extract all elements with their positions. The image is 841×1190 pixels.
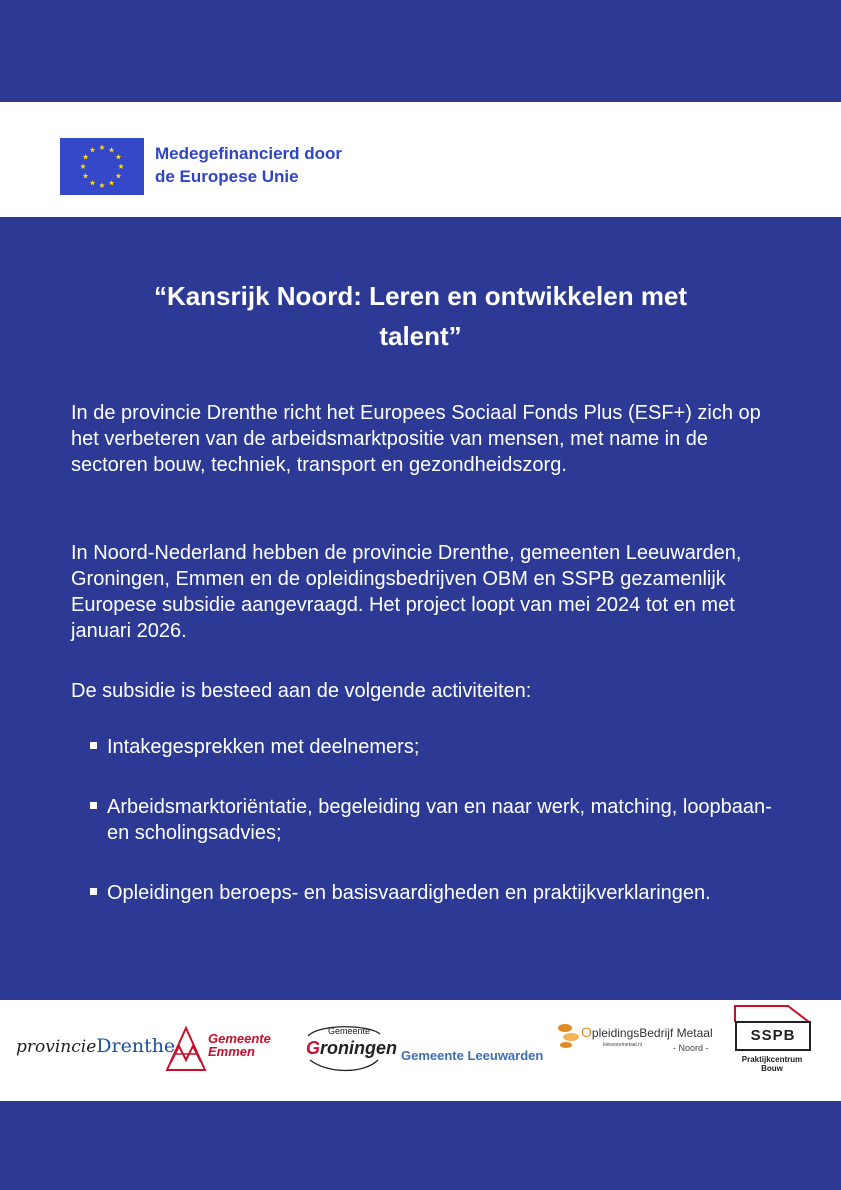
eu-flag-icon (60, 138, 144, 195)
bullet-square-icon (90, 742, 97, 749)
paragraph-activities-intro: De subsidie is besteed aan de volgende activiteiten: (71, 680, 532, 702)
eu-star-icon (99, 145, 105, 150)
obm-sub: kiesvoormetaal.nl (603, 1042, 642, 1048)
obm-o: O (581, 1024, 592, 1040)
emmen-line1: Gemeente (208, 1031, 271, 1046)
bullet-square-icon (90, 888, 97, 895)
list-item (88, 794, 778, 846)
list-item-text: Opleidingen beroeps- en basisvaardigheden en praktijkverklaringen. (107, 882, 711, 904)
logo-opleidingsbedrijf-metaal (557, 1020, 717, 1060)
drenthe-name: Drenthe (96, 1035, 176, 1057)
eu-star-icon (109, 147, 115, 152)
top-band (0, 0, 841, 102)
eu-star-icon (116, 173, 122, 178)
eu-star-icon (109, 180, 115, 185)
logo-sspb (730, 1003, 814, 1078)
list-item (88, 880, 778, 906)
eu-star-icon (80, 164, 86, 169)
logo-gemeente-emmen (165, 1026, 285, 1074)
sspb-subtitle (730, 1055, 814, 1073)
sspb-line2: Bouw (761, 1064, 783, 1073)
eu-star-icon (90, 147, 96, 152)
emmen-text (208, 1032, 271, 1058)
eu-text-line2: de Europese Unie (155, 167, 299, 186)
obm-swirl-icon (557, 1020, 581, 1050)
sspb-name: SSPB (750, 1027, 796, 1044)
paragraph-partners: In Noord-Nederland hebben de provincie Drenthe, gemeenten Leeuwarden, Groningen, Emmen en de opleidingsbedrijven OBM en SSPB gezamenlijk Europese subsidie aangevraagd. Het project loopt van mei 2024 tot en met januari 2026. (71, 542, 742, 642)
bullet-square-icon (90, 802, 97, 809)
eu-star-icon (90, 180, 96, 185)
bottom-band (0, 1101, 841, 1190)
list-item-text: Intakegesprekken met deelnemers; (107, 736, 420, 758)
sspb-roof-icon (730, 1003, 814, 1023)
title-line1: “Kansrijk Noord: Leren en ontwikkelen met (153, 281, 688, 311)
groningen-big (306, 1038, 397, 1059)
obm-name (581, 1024, 713, 1040)
emmen-emblem-icon (165, 1026, 207, 1072)
logo-provincie-drenthe (16, 1035, 175, 1057)
list-item (88, 734, 778, 760)
eu-cofunding-text (155, 142, 342, 188)
logo-gemeente-groningen (298, 1022, 398, 1074)
paragraph-intro: In de provincie Drenthe richt het Europees Sociaal Fonds Plus (ESF+) zich op het verbeteren van de arbeidsmarktpositie van mensen, met name in de sectoren bouw, techniek, transport en gezondheidszorg. (71, 402, 761, 476)
eu-star-icon (83, 154, 89, 159)
groningen-g: G (306, 1038, 321, 1058)
sspb-line1: Praktijkcentrum (741, 1055, 803, 1064)
eu-star-icon (99, 183, 105, 188)
page-title (60, 276, 781, 356)
groningen-rest: roningen (320, 1038, 398, 1058)
eu-star-icon (116, 154, 122, 159)
eu-star-icon (83, 173, 89, 178)
eu-text-line1: Medegefinancierd door (155, 144, 343, 163)
logo-gemeente-leeuwarden: Gemeente Leeuwarden (401, 1048, 544, 1063)
drenthe-prefix: provincie (16, 1037, 97, 1057)
obm-region: - Noord - (673, 1043, 709, 1053)
partner-logos-band (0, 1000, 841, 1101)
groningen-small: Gemeente (328, 1026, 371, 1036)
eu-star-icon (118, 164, 124, 169)
title-line2: talent” (379, 321, 462, 351)
obm-name-rest: pleidingsBedrijf Metaal (591, 1026, 713, 1040)
emmen-line2: Emmen (208, 1044, 255, 1059)
list-item-text: Arbeidsmarktoriëntatie, begeleiding van en naar werk, matching, loopbaan- en scholingsadvies; (107, 796, 772, 844)
activities-list (88, 734, 778, 940)
eu-cofunding-banner (0, 102, 841, 217)
